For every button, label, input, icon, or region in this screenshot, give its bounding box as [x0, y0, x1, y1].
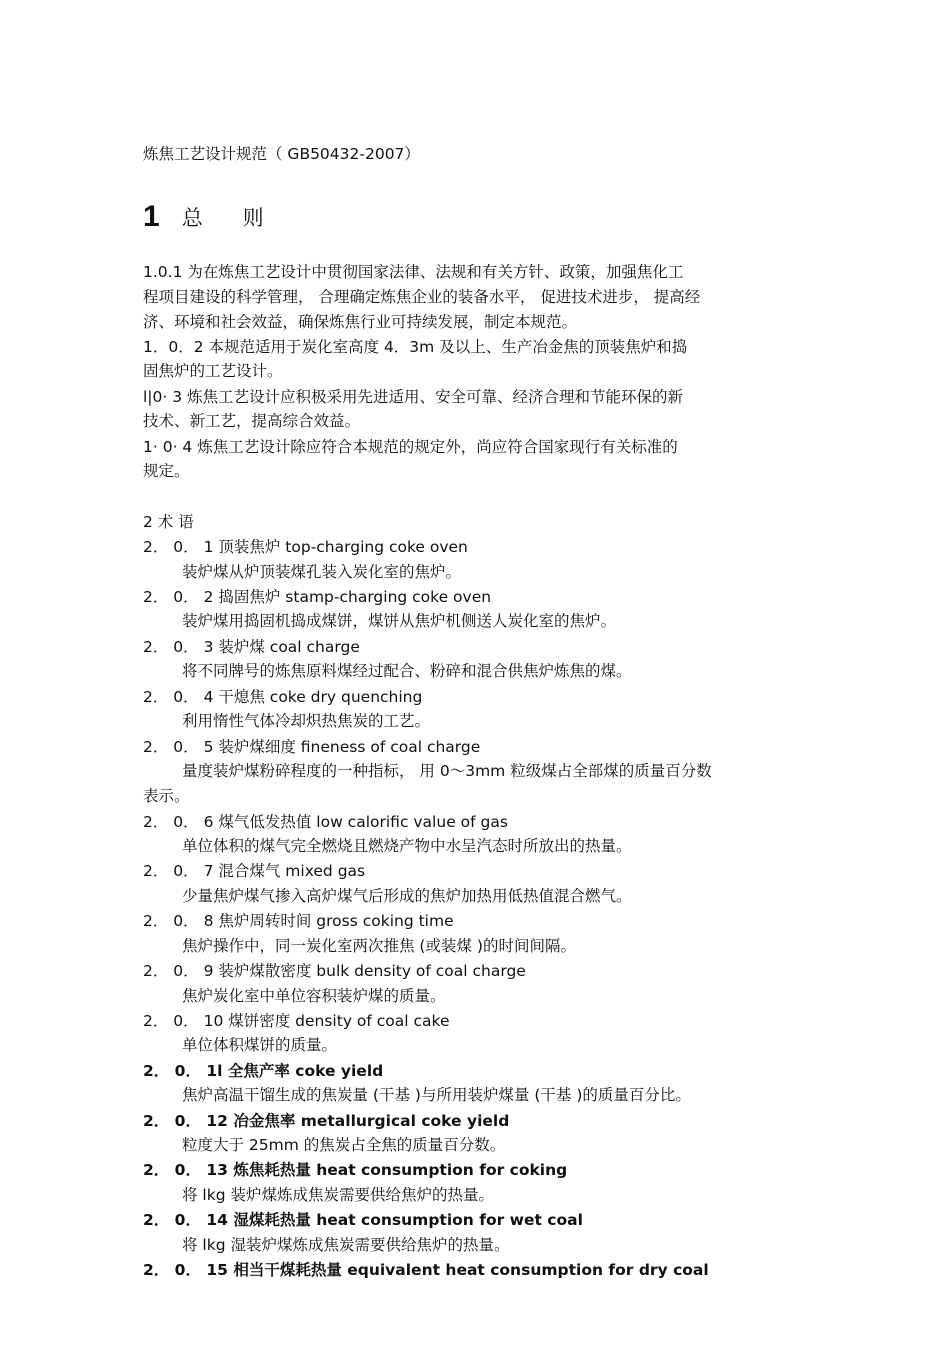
- term-2-0-5-head: 2． 0． 5 装炉煤细度 fineness of coal charge: [143, 738, 481, 756]
- term-2-0-14-def: 将 lkg 湿装炉煤炼成焦炭需要供给焦炉的热量。: [182, 1236, 510, 1254]
- clause-1-0-1-line-1: 1.0.1 为在炼焦工艺设计中贯彻国家法律、法规和有关方针、政策，加强焦化工: [143, 263, 684, 281]
- clause-1-0-3-line-1: l|0· 3 炼焦工艺设计应积极采用先进适用、安全可靠、经济合理和节能环保的新: [143, 388, 684, 406]
- chapter-2-heading: 2 术 语: [143, 513, 194, 531]
- clause-1-0-1-line-2: 程项目建设的科学管理， 合理确定炼焦企业的装备水平， 促进技术进步， 提高经: [143, 288, 701, 306]
- term-2-0-9-def: 焦炉炭化室中单位容积装炉煤的质量。: [182, 987, 446, 1005]
- term-2-0-11-def: 焦炉高温干馏生成的焦炭量 (干基 )与所用装炉煤量 (干基 )的质量百分比。: [182, 1086, 691, 1104]
- clause-1-0-4-line-1: 1· 0· 4 炼焦工艺设计除应符合本规范的规定外，尚应符合国家现行有关标准的: [143, 438, 678, 456]
- clause-1-0-1-line-3: 济、环境和社会效益，确保炼焦行业可持续发展，制定本规范。: [143, 313, 578, 331]
- term-2-0-6-head: 2． 0． 6 煤气低发热值 low calorific value of gas: [143, 813, 508, 831]
- term-2-0-7-head: 2． 0． 7 混合煤气 mixed gas: [143, 862, 366, 880]
- term-2-0-4-def: 利用惰性气体冷却炽热焦炭的工艺。: [182, 712, 431, 730]
- term-2-0-2-def: 装炉煤用捣固机捣成煤饼，煤饼从焦炉机侧送人炭化室的焦炉。: [182, 612, 617, 630]
- term-2-0-4-head: 2． 0． 4 干熄焦 coke dry quenching: [143, 688, 423, 706]
- term-2-0-13-head: 2． 0． 13 炼焦耗热量 heat consumption for coking: [143, 1161, 568, 1179]
- clause-1-0-4-line-2: 规定。: [143, 462, 190, 480]
- term-2-0-1-def: 装炉煤从炉顶装煤孔装入炭化室的焦炉。: [182, 563, 462, 581]
- clause-1-0-2-line-1: 1．0．2 本规范适用于炭化室高度 4．3m 及以上、生产冶金焦的顶装焦炉和捣: [143, 338, 688, 356]
- chapter-1-heading: [143, 200, 304, 234]
- term-2-0-6-def: 单位体积的煤气完全燃烧且燃烧产物中水呈汽态时所放出的热量。: [182, 837, 632, 855]
- term-2-0-5-def-line-1: 量度装炉煤粉碎程度的一种指标， 用 0～3mm 粒级煤占全部煤的质量百分数: [182, 762, 712, 780]
- term-2-0-14-head: 2． 0． 14 湿煤耗热量 heat consumption for wet coal: [143, 1211, 583, 1229]
- term-2-0-3-def: 将不同牌号的炼焦原料煤经过配合、粉碎和混合供焦炉炼焦的煤。: [182, 662, 632, 680]
- term-2-0-10-def: 单位体积煤饼的质量。: [182, 1036, 338, 1054]
- term-2-0-12-head: 2． 0． 12 冶金焦率 metallurgical coke yield: [143, 1112, 510, 1130]
- term-2-0-13-def: 将 lkg 装炉煤炼成焦炭需要供给焦炉的热量。: [182, 1186, 494, 1204]
- document-title: 炼焦工艺设计规范（ GB50432-2007）: [143, 145, 420, 163]
- term-2-0-11-head: 2． 0． 1l 全焦产率 coke yield: [143, 1062, 384, 1080]
- term-2-0-3-head: 2． 0． 3 装炉煤 coal charge: [143, 638, 360, 656]
- clause-1-0-2-line-2: 固焦炉的工艺设计。: [143, 362, 283, 380]
- term-2-0-2-head: 2． 0． 2 捣固焦炉 stamp-charging coke oven: [143, 588, 492, 606]
- term-2-0-1-head: 2． 0． 1 顶装焦炉 top-charging coke oven: [143, 538, 468, 556]
- term-2-0-7-def: 少量焦炉煤气掺入高炉煤气后形成的焦炉加热用低热值混合燃气。: [182, 887, 632, 905]
- term-2-0-10-head: 2． 0． 10 煤饼密度 density of coal cake: [143, 1012, 450, 1030]
- term-2-0-8-head: 2． 0． 8 焦炉周转时间 gross coking time: [143, 912, 454, 930]
- term-2-0-5-def-line-2: 表示。: [143, 787, 190, 805]
- term-2-0-15-head: 2． 0． 15 相当干煤耗热量 equivalent heat consumption for dry coal: [143, 1261, 709, 1279]
- chapter-name: 总则: [181, 206, 304, 230]
- chapter-number: 1: [143, 200, 160, 233]
- term-2-0-9-head: 2． 0． 9 装炉煤散密度 bulk density of coal charge: [143, 962, 526, 980]
- term-2-0-8-def: 焦炉操作中，同一炭化室两次推焦 (或装煤 )的时间间隔。: [182, 937, 576, 955]
- clause-1-0-3-line-2: 技术、新工艺，提高综合效益。: [143, 412, 361, 430]
- term-2-0-12-def: 粒度大于 25mm 的焦炭占全焦的质量百分数。: [182, 1136, 506, 1154]
